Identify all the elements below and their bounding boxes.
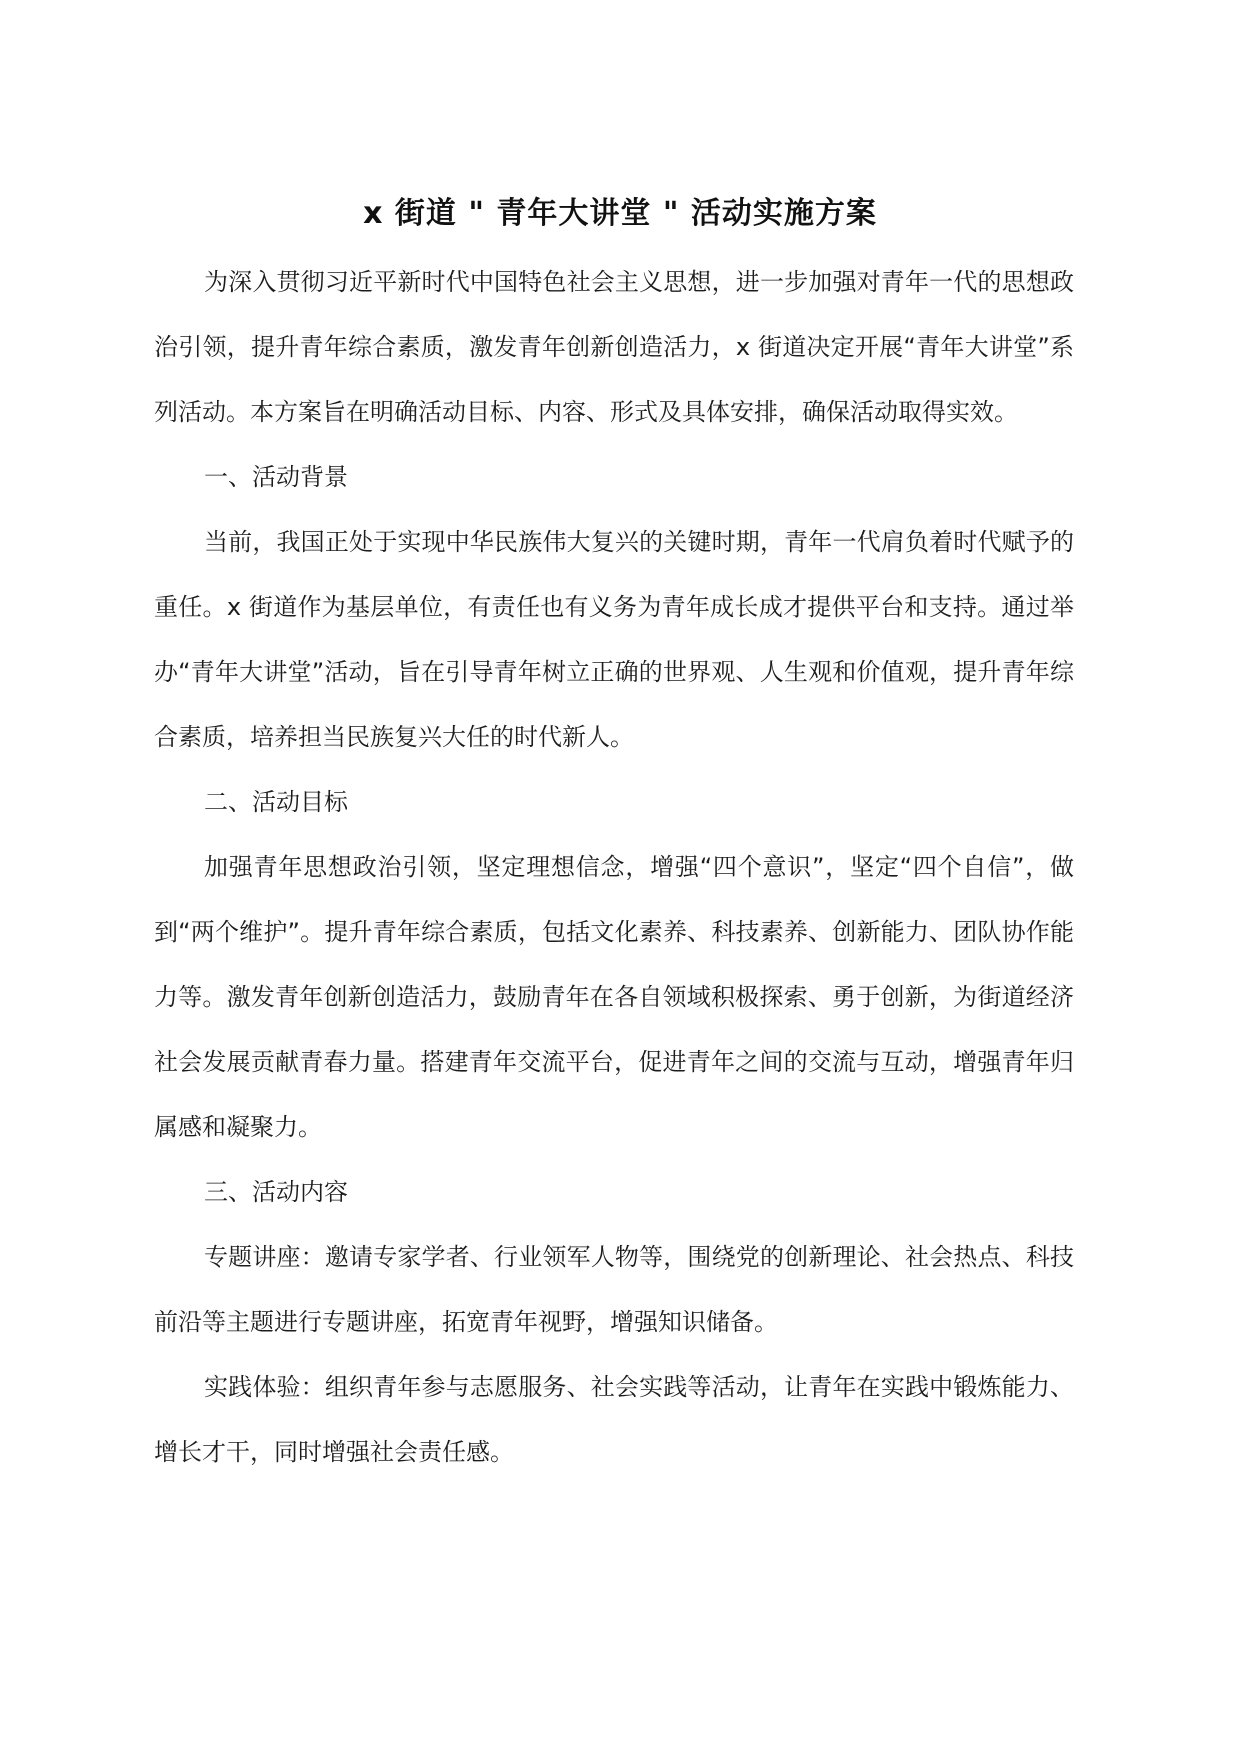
section-heading-background: 一、活动背景 <box>204 463 348 491</box>
document-body <box>154 250 1074 1485</box>
background-paragraph: 当前，我国正处于实现中华民族伟大复兴的关键时期，青年一代肩负着时代赋予的重任。x 街道作为基层单位，有责任也有义务为青年成长成才提供平台和支持。通过举办“青年大讲堂”活动，旨在引导青年树立正确的世界观、人生观和价值观，提升青年综合素质，培养担当民族复兴大任的时代新人。 <box>154 528 1074 751</box>
document-title: x 街道 " 青年大讲堂 " 活动实施方案 <box>363 196 877 231</box>
goals-paragraph: 加强青年思想政治引领，坚定理想信念，增强“四个意识”，坚定“四个自信”，做到“两个维护”。提升青年综合素质，包括文化素养、科技素养、创新能力、团队协作能力等。激发青年创新创造活力，鼓励青年在各自领域积极探索、勇于创新，为街道经济社会发展贡献青春力量。搭建青年交流平台，促进青年之间的交流与互动，增强青年归属感和凝聚力。 <box>154 853 1074 1141</box>
section-heading-goals: 二、活动目标 <box>204 788 348 816</box>
intro-paragraph: 为深入贯彻习近平新时代中国特色社会主义思想，进一步加强对青年一代的思想政治引领，提升青年综合素质，激发青年创新创造活力，x 街道决定开展“青年大讲堂”系列活动。本方案旨在明确活动目标、内容、形式及具体安排，确保活动取得实效。 <box>154 268 1074 426</box>
section-heading-content: 三、活动内容 <box>204 1178 348 1206</box>
practice-paragraph: 实践体验：组织青年参与志愿服务、社会实践等活动，让青年在实践中锻炼能力、增长才干，同时增强社会责任感。 <box>154 1373 1074 1466</box>
lecture-paragraph: 专题讲座：邀请专家学者、行业领军人物等，围绕党的创新理论、社会热点、科技前沿等主题进行专题讲座，拓宽青年视野，增强知识储备。 <box>154 1243 1074 1336</box>
